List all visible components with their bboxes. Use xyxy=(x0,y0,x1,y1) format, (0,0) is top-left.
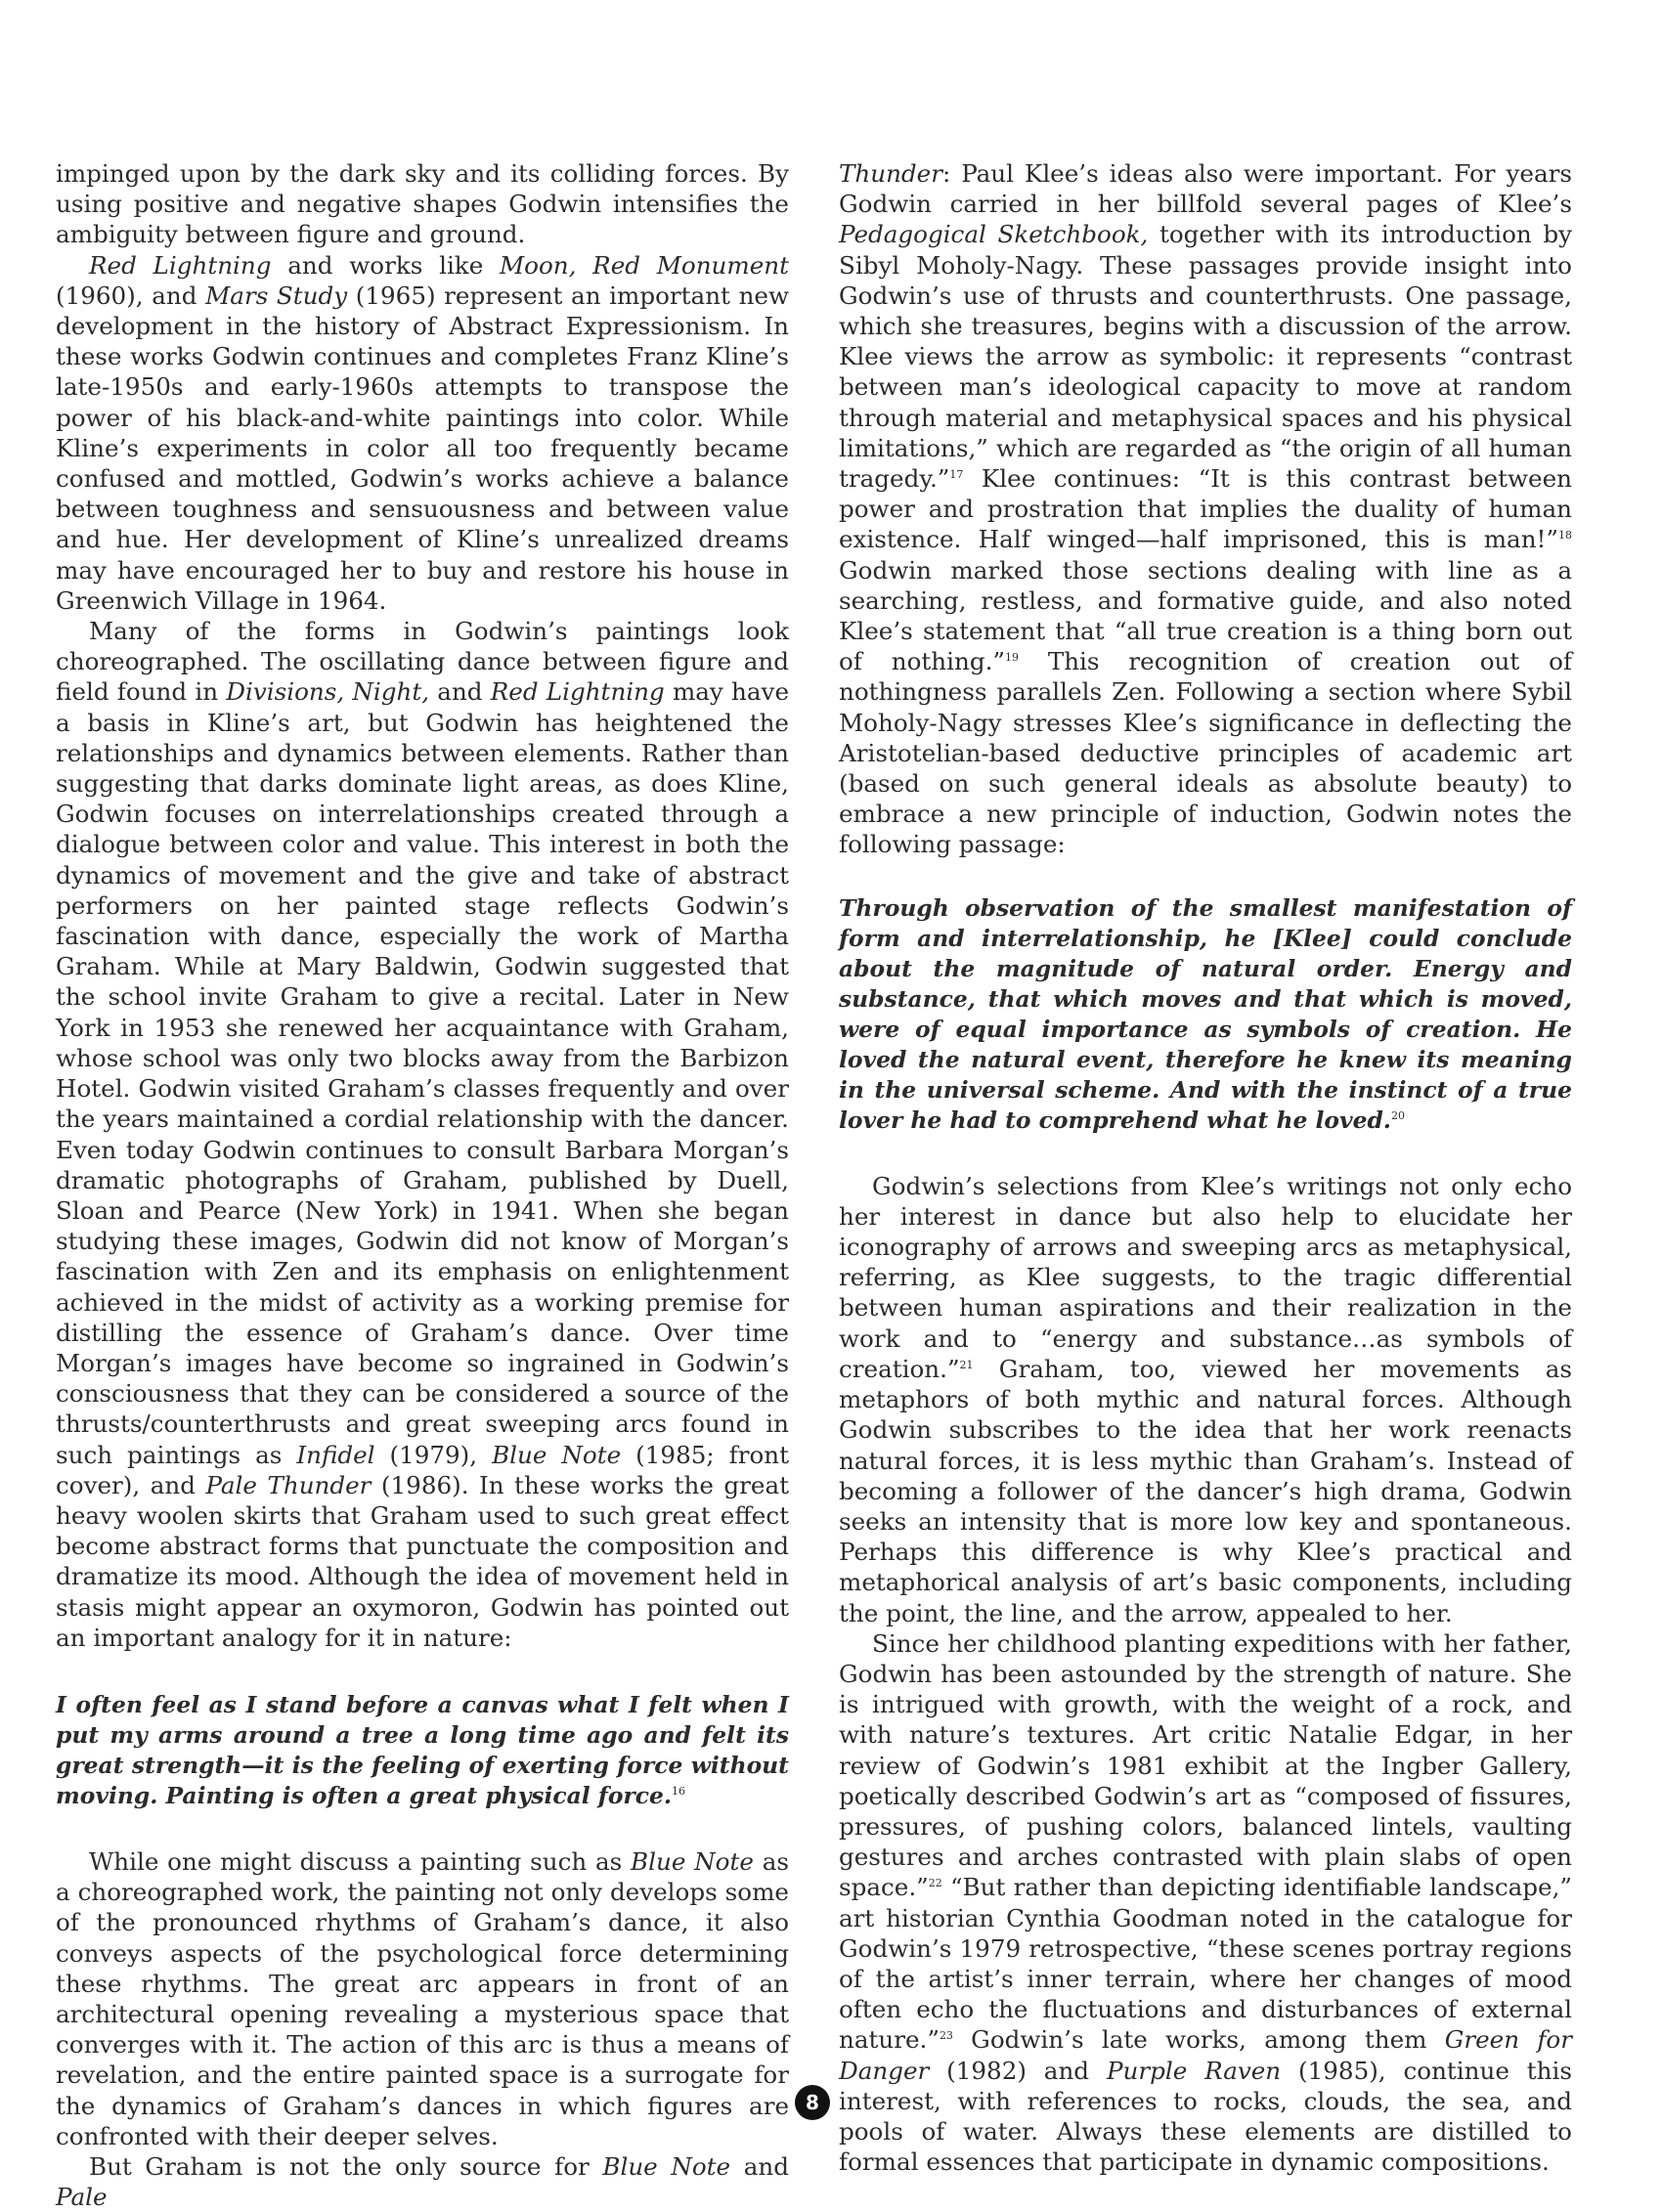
paragraph: Many of the forms in Godwin’s paintings look choreographed. The oscillating dance between figure and field found in Divisions, Night, and Red Lightning may have a basis in Kline’s art, but Godwin has heightened the relationships and dynamics between elements. Rather than suggesting that darks dominate light areas, as does Kline, Godwin focuses on interrelationships created through a dialogue between color and value. This interest in both the dynamics of movement and the give and take of abstract performers on her painted stage reflects Godwin’s fascination with dance, especially the work of Martha Graham. While at Mary Baldwin, Godwin suggested that the school invite Graham to give a recital. Later in New York in 1953 she renewed her acquaintance with Graham, whose school was only two blocks away from the Barbizon Hotel. Godwin visited Graham’s classes frequently and over the years maintained a cordial relationship with the dancer. Even today Godwin continues to consult Barbara Morgan’s dramatic photographs of Graham, published by Duell, Sloan and Pearce (New York) in 1941. When she began studying these images, Godwin did not know of Morgan’s fascination with Zen and its emphasis on enlightenment achieved in the midst of activity as a working premise for distilling the essence of Graham’s dance. Over time Morgan’s images have become so ingrained in Godwin’s consciousness that they can be considered a source of the thrusts/counterthrusts and great sweeping arcs found in such paintings as Infidel (1979), Blue Note (1985; front cover), and Pale Thunder (1986). In these works the great heavy woolen skirts that Graham used to such great effect become abstract forms that punctuate the composition and dramatize its mood. Although the idea of movement held in stasis might appear an oxymoron, Godwin has pointed out an important analogy for it in nature: xyxy=(56,617,790,1652)
artwork-title: Pale Thunder xyxy=(205,1470,372,1499)
artwork-title: Thunder xyxy=(839,159,942,188)
artwork-title: Mars Study xyxy=(205,281,348,310)
paragraph: Red Lightning and works like Moon, Red Monument (1960), and Mars Study (1965) represent an important new development in the history of Abstract Expressionism. In these works Godwin continues and completes Franz Kline’s late-1950s and early-1960s attempts to transpose the power of his black-and-white paintings into color. While Kline’s experiments in color all too frequently became confused and mottled, Godwin’s works achieve a balance between toughness and sensuousness and between value and hue. Her development of Kline’s unrealized dreams may have encouraged her to buy and restore his house in Greenwich Village in 1964. xyxy=(56,250,790,615)
paragraph: Since her childhood planting expeditions with her father, Godwin has been astounded by the strength of nature. She is intrigued with growth, with the weight of a rock, and with nature’s textures. Art critic Natalie Edgar, in her review of Godwin’s 1981 exhibit at the Ingber Gallery, poetically described Godwin’s art as “composed of fissures, pressures, of pushing colors, balanced lintels, vaulting gestures and arches contrasted with plain slabs of open space.”$^{22}$ “But rather than depicting identifiable landscape,” art historian Cynthia Goodman noted in the catalogue for Godwin’s 1979 retrospective, “these scenes portray regions of the artist’s inner terrain, where her changes of mood often echo the fluctuations and disturbances of external nature.”$^{23}$ Godwin’s late works, among them Green for Danger (1982) and Purple Raven (1985), continue this interest, with references to rocks, clouds, the sea, and pools of water. Always these elements are distilled to formal essences that participate in dynamic compositions. xyxy=(839,1628,1572,2177)
paragraph: Thunder: Paul Klee’s ideas also were important. For years Godwin carried in her billfold several pages of Klee’s Pedagogical Sketchbook, together with its introduction by Sibyl Moholy-Nagy. These passages provide insight into Godwin’s use of thrusts and counterthrusts. One passage, which she treasures, begins with a discussion of the arrow. Klee views the arrow as symbolic: it represents “contrast between man’s ideological capacity to move at random through material and metaphysical spaces and his physical limitations,” which are regarded as “the origin of all human tragedy.”$^{17}$ Klee continues: “It is this contrast between power and prostration that implies the duality of human existence. Half winged—half imprisoned, this is man!”$^{18}$ Godwin marked those sections dealing with line as a searching, restless, and formative guide, and also noted Klee’s statement that “all true creation is a thing born out of nothing.”$^{19}$ This recognition of creation out of nothingness parallels Zen. Following a section where Sybil Moholy-Nagy stresses Klee’s significance in deflecting the Aristotelian-based deductive principles of academic art (based on such general ideals as absolute beauty) to embrace a new principle of induction, Godwin notes the following passage: xyxy=(839,159,1572,859)
paragraph: While one might discuss a painting such as Blue Note as a choreographed work, the painting not only develops some of the pronounced rhythms of Graham’s dance, it also conveys aspects of the psychological force determining these rhythms. The great arc appears in front of an architectural opening revealing a mysterious space that converges with it. The action of this arc is thus a means of revelation, and the entire painted space is a surrogate for the dynamics of Graham’s dances in which figures are confronted with their deeper selves. xyxy=(56,1846,789,2150)
footnote-ref: 16 xyxy=(672,1785,686,1799)
artwork-title: Pale xyxy=(56,2183,108,2212)
paragraph: But Graham is not the only source for Blue Note and Pale xyxy=(56,2151,789,2212)
page-number: 8 xyxy=(795,2085,830,2120)
book-title: Pedagogical Sketchbook, xyxy=(839,220,1149,249)
artwork-title: Blue Note xyxy=(492,1440,622,1469)
artwork-title: Red Lightning xyxy=(490,677,665,707)
artwork-title: Divisions, Night, xyxy=(226,677,430,707)
block-quote: I often feel as I stand before a canvas what I felt when I put my arms around a tree a long time ago and felt its great strength—it is the feeling of exerting force without moving. Painting is often a great physical force.$^{16}$ xyxy=(56,1690,789,1809)
footnote-ref: 21 xyxy=(959,1358,974,1371)
artwork-title: Purple Raven xyxy=(1106,2056,1282,2085)
footnote-ref: 23 xyxy=(939,2029,953,2043)
left-column xyxy=(56,158,789,2212)
artwork-title: Blue Note xyxy=(631,1846,754,1876)
footnote-ref: 17 xyxy=(949,467,964,481)
footnote-ref: 22 xyxy=(928,1877,942,1890)
paragraph: impinged upon by the dark sky and its colliding forces. By using positive and negative shapes Godwin intensifies the ambiguity between figure and ground. xyxy=(56,159,789,249)
right-column xyxy=(839,158,1572,2177)
footnote-ref: 19 xyxy=(1004,651,1019,665)
block-quote: Through observation of the smallest manifestation of form and interrelationship, he [Klee] could conclude about the magnitude of natural order. Energy and substance, that which moves and that which is moved, were of equal importance as symbols of creation. He loved the natural event, therefore he knew its meaning in the universal scheme. And with the instinct of a true lover he had to comprehend what he loved.$^{20}$ xyxy=(839,893,1572,1134)
paragraph: Godwin’s selections from Klee’s writings not only echo her interest in dance but also help to elucidate her iconography of arrows and sweeping arcs as metaphysical, referring, as Klee suggests, to the tragic differential between human aspirations and their realization in the work and to “energy and substance…as symbols of creation.”$^{21}$ Graham, too, viewed her movements as metaphors of both mythic and natural forces. Although Godwin subscribes to the idea that her work reenacts natural forces, it is less mythic than Graham’s. Instead of becoming a follower of the dancer’s high drama, Godwin seeks an intensity that is more low key and spontaneous. Perhaps this difference is why Klee’s practical and metaphorical analysis of art’s basic components, including the point, the line, and the arrow, appealed to her. xyxy=(839,1171,1572,1627)
artwork-title: Green for Danger xyxy=(839,2025,1572,2085)
artwork-title: Infidel xyxy=(296,1440,375,1469)
artwork-title: Blue Note xyxy=(602,2151,731,2181)
footnote-ref: 18 xyxy=(1558,529,1572,542)
artwork-title: Red Lightning xyxy=(89,250,272,280)
footnote-ref: 20 xyxy=(1390,1108,1405,1122)
artwork-title: Moon, Red Monument xyxy=(500,250,789,280)
